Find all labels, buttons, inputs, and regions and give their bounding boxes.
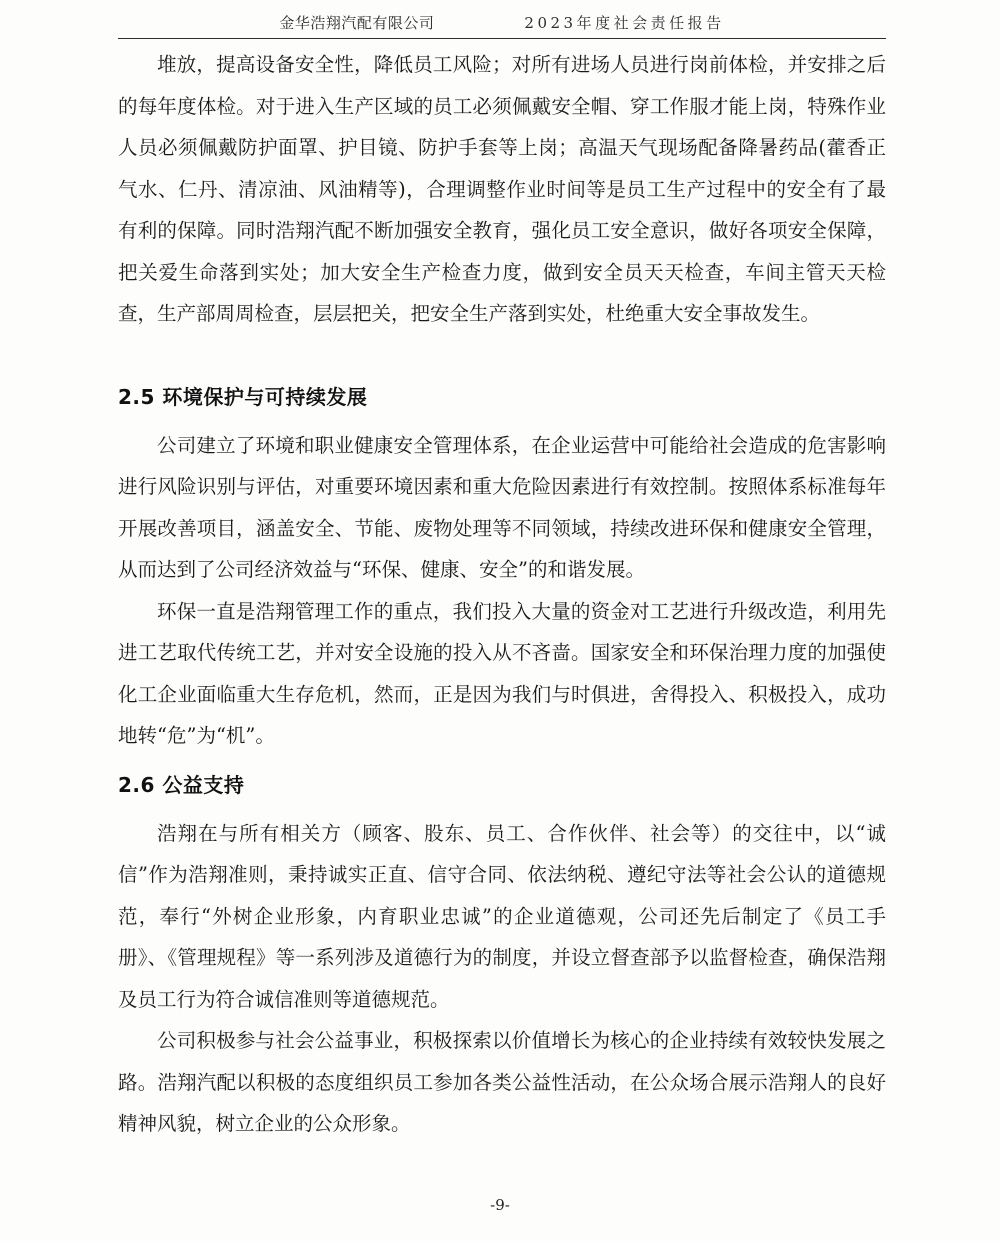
header-company-name: 金华浩翔汽配有限公司 bbox=[279, 14, 435, 32]
page-number: -9- bbox=[490, 1196, 510, 1214]
page-footer bbox=[0, 1196, 1000, 1214]
paragraph-2-6-1: 浩翔在与所有相关方（顾客、股东、员工、合作伙伴、社会等）的交往中，以“诚信”作为浩翔准则，秉持诚实正直、信守合同、依法纳税、遵纪守法等社会公认的道德规范，奉行“外树企业形象，内育职业忠诚”的企业道德观，公司还先后制定了《员工手册》、《管理规程》等一系列涉及道德行为的制度，并设立督查部予以监督检查，确保浩翔及员工行为符合诚信准则等道德规范。 bbox=[118, 821, 886, 1011]
spacer bbox=[118, 805, 886, 813]
paragraph-continued: 堆放，提高设备安全性，降低员工风险；对所有进场人员进行岗前体检，并安排之后的每年度体检。对于进入生产区域的员工必须佩戴安全帽、穿工作服才能上岗，特殊作业人员必须佩戴防护面罩、护目镜、防护手套等上岗；高温天气现场配备降暑药品(藿香正气水、仁丹、清凉油、风油精等)，合理调整作业时间等是员工生产过程中的安全有了最有利的保障。同时浩翔汽配不断加强安全教育，强化员工安全意识，做好各项安全保障，把关爱生命落到实处；加大安全生产检查力度，做到安全员天天检查，车间主管天天检查，生产部周周检查，层层把关，把安全生产落到实处，杜绝重大安全事故发生。 bbox=[118, 53, 886, 325]
heading-2-6: 2.6 公益支持 bbox=[118, 772, 245, 797]
page-header bbox=[118, 12, 886, 40]
paragraph-2-5-2: 环保一直是浩翔管理工作的重点，我们投入大量的资金对工艺进行升级改造，利用先进工艺取代传统工艺，并对安全设施的投入从不吝啬。国家安全和环保治理力度的加强使化工企业面临重大生存危机，然而，正是因为我们与时俱进，舍得投入、积极投入，成功地转“危”为“机”。 bbox=[118, 599, 886, 747]
paragraph-2-5-1: 公司建立了环境和职业健康安全管理体系，在企业运营中可能给社会造成的危害影响进行风险识别与评估，对重要环境因素和重大危险因素进行有效控制。按照体系标准每年开展改善项目，涵盖安全、节能、废物处理等不同领域，持续改进环保和健康安全管理，从而达到了公司经济效益与“环保、健康、安全”的和谐发展。 bbox=[118, 433, 886, 581]
header-report-title: 2023年度社会责任报告 bbox=[524, 14, 725, 32]
spacer bbox=[118, 335, 886, 377]
heading-2-5: 2.5 环境保护与可持续发展 bbox=[118, 384, 368, 409]
paragraph-2-6-2: 公司积极参与社会公益事业，积极探索以价值增长为核心的企业持续有效较快发展之路。浩翔汽配以积极的态度组织员工参加各类公益性活动，在公众场合展示浩翔人的良好精神风貌，树立企业的公众形象。 bbox=[118, 1029, 886, 1135]
spacer bbox=[118, 417, 886, 425]
page-content bbox=[118, 44, 886, 1145]
spacer bbox=[118, 757, 886, 765]
header-divider bbox=[118, 38, 886, 39]
